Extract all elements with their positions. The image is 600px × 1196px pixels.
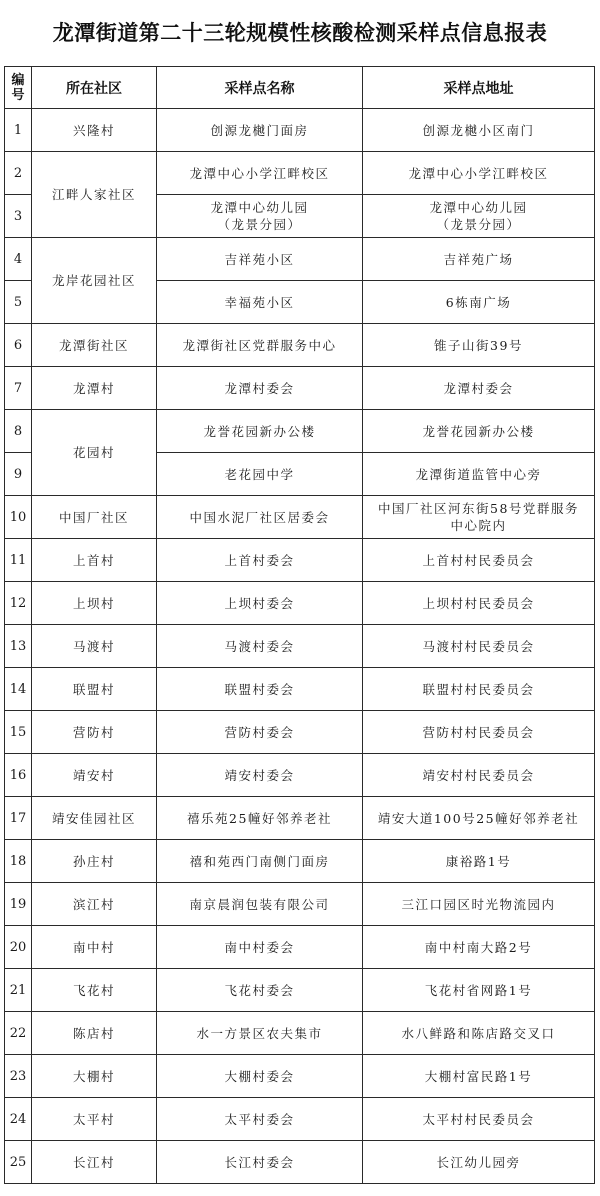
table-row xyxy=(5,152,595,195)
row-community: 马渡村 xyxy=(32,625,157,668)
row-site-address: 靖安村村民委员会 xyxy=(363,754,595,797)
row-site-address: 靖安大道100号25幢好邻养老社 xyxy=(363,797,595,840)
table-row xyxy=(5,496,595,539)
row-site-name: 长江村委会 xyxy=(157,1141,363,1184)
row-site-address: 水八鲜路和陈店路交叉口 xyxy=(363,1012,595,1055)
row-number: 22 xyxy=(5,1012,32,1055)
row-number: 12 xyxy=(5,582,32,625)
table-row xyxy=(5,1098,595,1141)
sampling-sites-table xyxy=(4,66,595,1184)
header-site-name: 采样点名称 xyxy=(157,67,363,109)
row-site-name: 上坝村委会 xyxy=(157,582,363,625)
row-site-name: 吉祥苑小区 xyxy=(157,238,363,281)
row-number: 9 xyxy=(5,453,32,496)
row-number: 1 xyxy=(5,109,32,152)
row-site-address: 联盟村村民委员会 xyxy=(363,668,595,711)
row-community: 上坝村 xyxy=(32,582,157,625)
row-site-name: 太平村委会 xyxy=(157,1098,363,1141)
row-number: 19 xyxy=(5,883,32,926)
row-site-name: 水一方景区农夫集市 xyxy=(157,1012,363,1055)
row-site-name: 南中村委会 xyxy=(157,926,363,969)
row-number: 24 xyxy=(5,1098,32,1141)
row-site-address: 吉祥苑广场 xyxy=(363,238,595,281)
row-number: 8 xyxy=(5,410,32,453)
table-row xyxy=(5,883,595,926)
table-row xyxy=(5,410,595,453)
row-community: 南中村 xyxy=(32,926,157,969)
report-title: 龙潭街道第二十三轮规模性核酸检测采样点信息报表 xyxy=(52,21,548,45)
row-community: 龙岸花园社区 xyxy=(32,238,157,324)
row-site-address: 大棚村富民路1号 xyxy=(363,1055,595,1098)
row-number: 16 xyxy=(5,754,32,797)
row-site-address: 三江口园区时光物流园内 xyxy=(363,883,595,926)
row-community: 大棚村 xyxy=(32,1055,157,1098)
row-number: 18 xyxy=(5,840,32,883)
table-header-row xyxy=(5,67,595,109)
row-site-address: 马渡村村民委员会 xyxy=(363,625,595,668)
row-number: 17 xyxy=(5,797,32,840)
row-site-name: 大棚村委会 xyxy=(157,1055,363,1098)
table-row xyxy=(5,668,595,711)
row-site-name: 龙誉花园新办公楼 xyxy=(157,410,363,453)
row-site-address: 创源龙樾小区南门 xyxy=(363,109,595,152)
row-site-address: 飞花村省网路1号 xyxy=(363,969,595,1012)
row-community: 中国厂社区 xyxy=(32,496,157,539)
table-row xyxy=(5,1055,595,1098)
row-site-name: 幸福苑小区 xyxy=(157,281,363,324)
table-row xyxy=(5,539,595,582)
row-site-address: 锥子山街39号 xyxy=(363,324,595,367)
row-community: 兴隆村 xyxy=(32,109,157,152)
row-community: 长江村 xyxy=(32,1141,157,1184)
row-site-address: 龙潭中心幼儿园 （龙景分园） xyxy=(363,195,595,238)
row-community: 孙庄村 xyxy=(32,840,157,883)
table-row xyxy=(5,367,595,410)
table-row xyxy=(5,1012,595,1055)
row-number: 2 xyxy=(5,152,32,195)
table-row xyxy=(5,840,595,883)
row-site-name: 营防村委会 xyxy=(157,711,363,754)
row-site-address: 龙潭村委会 xyxy=(363,367,595,410)
row-community: 龙潭街社区 xyxy=(32,324,157,367)
row-community: 靖安村 xyxy=(32,754,157,797)
row-number: 14 xyxy=(5,668,32,711)
row-community: 花园村 xyxy=(32,410,157,496)
row-site-address: 龙潭街道监管中心旁 xyxy=(363,453,595,496)
row-site-name: 禧和苑西门南侧门面房 xyxy=(157,840,363,883)
row-site-address: 长江幼儿园旁 xyxy=(363,1141,595,1184)
row-community: 营防村 xyxy=(32,711,157,754)
row-site-name: 龙潭村委会 xyxy=(157,367,363,410)
row-site-name: 中国水泥厂社区居委会 xyxy=(157,496,363,539)
table-row xyxy=(5,797,595,840)
table-row xyxy=(5,582,595,625)
row-site-address: 上首村村民委员会 xyxy=(363,539,595,582)
row-site-name: 老花园中学 xyxy=(157,453,363,496)
row-site-name: 禧乐苑25幢好邻养老社 xyxy=(157,797,363,840)
row-community: 上首村 xyxy=(32,539,157,582)
row-number: 6 xyxy=(5,324,32,367)
row-community: 江畔人家社区 xyxy=(32,152,157,238)
row-site-address: 康裕路1号 xyxy=(363,840,595,883)
table-row xyxy=(5,625,595,668)
table-row xyxy=(5,754,595,797)
header-community: 所在社区 xyxy=(32,67,157,109)
header-site-address: 采样点地址 xyxy=(363,67,595,109)
row-number: 3 xyxy=(5,195,32,238)
row-number: 13 xyxy=(5,625,32,668)
table-row xyxy=(5,238,595,281)
row-site-address: 6栋南广场 xyxy=(363,281,595,324)
row-site-name: 南京晨润包装有限公司 xyxy=(157,883,363,926)
row-number: 21 xyxy=(5,969,32,1012)
row-site-name: 龙潭中心小学江畔校区 xyxy=(157,152,363,195)
row-number: 15 xyxy=(5,711,32,754)
row-number: 5 xyxy=(5,281,32,324)
row-site-address: 上坝村村民委员会 xyxy=(363,582,595,625)
row-number: 11 xyxy=(5,539,32,582)
table-row xyxy=(5,926,595,969)
table-row xyxy=(5,109,595,152)
row-site-name: 上首村委会 xyxy=(157,539,363,582)
row-site-address: 龙潭中心小学江畔校区 xyxy=(363,152,595,195)
table-row xyxy=(5,1141,595,1184)
table-row xyxy=(5,969,595,1012)
row-site-address: 营防村村民委员会 xyxy=(363,711,595,754)
row-site-name: 龙潭街社区党群服务中心 xyxy=(157,324,363,367)
row-site-address: 太平村村民委员会 xyxy=(363,1098,595,1141)
row-site-name: 靖安村委会 xyxy=(157,754,363,797)
row-community: 靖安佳园社区 xyxy=(32,797,157,840)
row-community: 太平村 xyxy=(32,1098,157,1141)
row-number: 23 xyxy=(5,1055,32,1098)
row-community: 联盟村 xyxy=(32,668,157,711)
row-number: 10 xyxy=(5,496,32,539)
row-community: 飞花村 xyxy=(32,969,157,1012)
row-community: 滨江村 xyxy=(32,883,157,926)
row-number: 20 xyxy=(5,926,32,969)
row-community: 龙潭村 xyxy=(32,367,157,410)
row-site-name: 飞花村委会 xyxy=(157,969,363,1012)
row-site-address: 龙誉花园新办公楼 xyxy=(363,410,595,453)
row-number: 7 xyxy=(5,367,32,410)
table-row xyxy=(5,711,595,754)
row-community: 陈店村 xyxy=(32,1012,157,1055)
row-number: 25 xyxy=(5,1141,32,1184)
row-site-name: 龙潭中心幼儿园 （龙景分园） xyxy=(157,195,363,238)
table-row xyxy=(5,324,595,367)
row-site-name: 联盟村委会 xyxy=(157,668,363,711)
row-site-address: 中国厂社区河东街58号党群服务 中心院内 xyxy=(363,496,595,539)
row-number: 4 xyxy=(5,238,32,281)
row-site-name: 马渡村委会 xyxy=(157,625,363,668)
header-number: 编 号 xyxy=(5,67,32,109)
row-site-name: 创源龙樾门面房 xyxy=(157,109,363,152)
row-site-address: 南中村南大路2号 xyxy=(363,926,595,969)
